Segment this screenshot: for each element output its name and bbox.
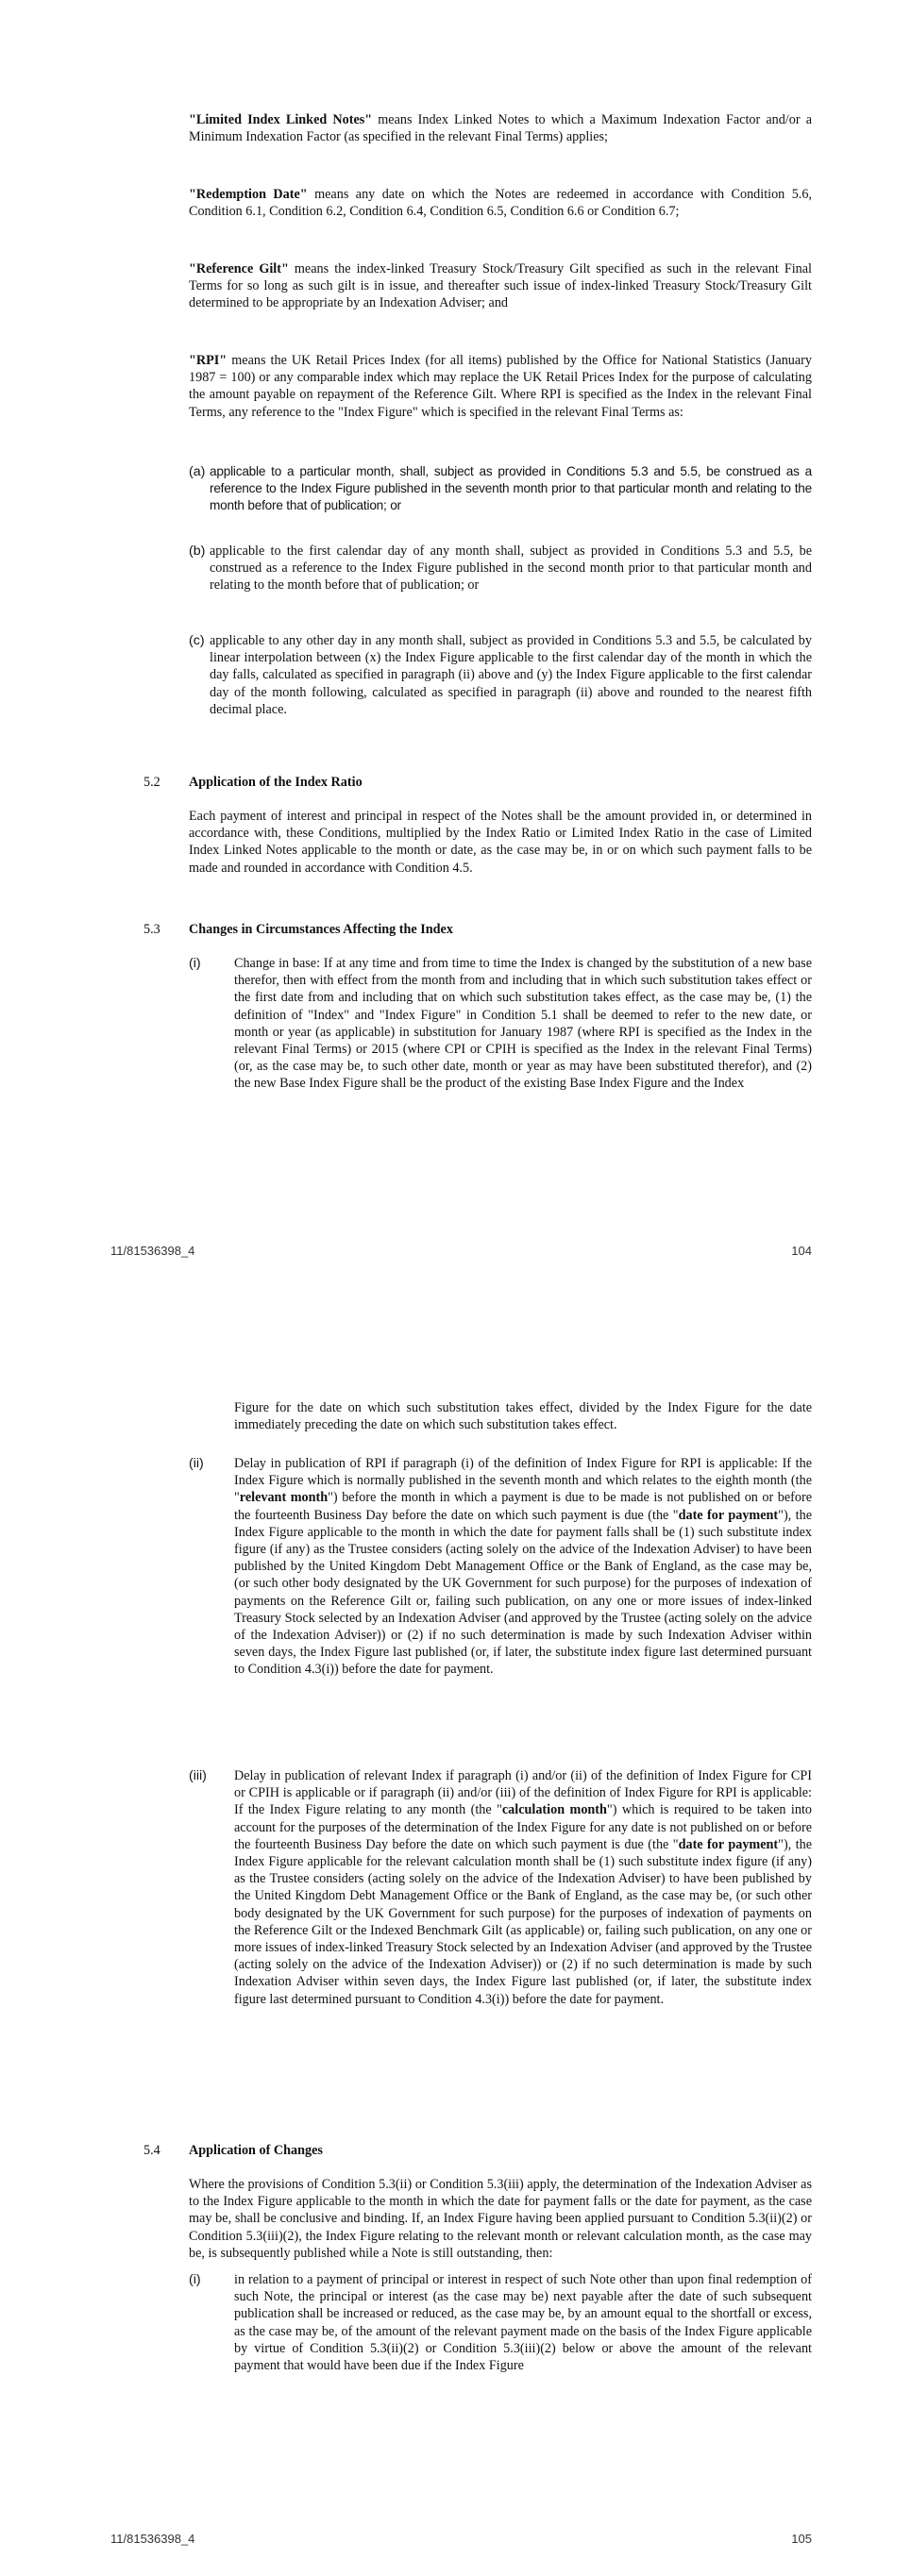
item-label: (c) xyxy=(189,633,205,648)
defined-term: date for payment xyxy=(678,1507,779,1523)
defined-term: "Redemption Date" xyxy=(189,187,308,202)
list-item-5-3-iii xyxy=(189,1767,812,2008)
item-label: (b) xyxy=(189,544,206,559)
item-text: applicable to any other day in any month shall, subject as provided in Conditions 5.3 and 5.5, be calculated by linear interpolation between (x) the Index Figure applicable to the first calendar day of the month in which the day falls, calculated as specified in paragraph (ii) above and (y) the Index Figure applicable to the first calendar day of the month following, calculated as specified in paragraph (ii) above and rounded to the nearest fifth decimal place. xyxy=(210,633,812,717)
section-5-4-body: Where the provisions of Condition 5.3(ii) or Condition 5.3(iii) apply, the determination of the Indexation Adviser as to the Index Figure applicable to the month in which the date for payment falls or the date for payment, as the case may be, shall be conclusive and binding. If, an Index Figure having been applied pursuant to Condition 5.3(ii)(2) or Condition 5.3(iii)(2), the Index Figure relating to the relevant month or relevant calculation month, as the case may be, is subsequently published while a Note is still outstanding, then: xyxy=(189,2177,812,2261)
definition-reference-gilt xyxy=(189,260,812,312)
page-105 xyxy=(0,1288,911,2576)
definition-redemption-date xyxy=(189,186,812,220)
section-number: 5.3 xyxy=(143,922,160,937)
section-title: Application of Changes xyxy=(189,2143,323,2158)
defined-term: calculation month xyxy=(501,1802,607,1818)
footer-page-number: 104 xyxy=(791,1244,812,1258)
definition-text: means Index Linked Notes to which a Maximum Indexation Factor and/or a Minimum Indexation Factor (as specified in the relevant Final Terms) applies; xyxy=(189,112,812,145)
item-text: Delay in publication of relevant Index if paragraph (i) and/or (ii) of the definition of Index Figure for CPI or CPIH is applicable or if paragraph (ii) and/or (iii) of the definition of Index Figure for RPI is applicable: If the Index Figure relating to any month (the "calculation month") which is required to be taken into account for the purposes of the determination of the Index Figure for any date is not published on or before the fourteenth Business Day before the date on which such payment is due (the "date for payment"), the Index Figure applicable for the relevant calculation month shall be (1) such substitute index figure (if any) as the Trustee considers (acting solely on the advice of the Indexation Adviser) to have been published by the United Kingdom Debt Management Office or the Bank of England, as the case may be, (or such other body designated by the UK Government for such purpose) for the purposes of indexation of payments on the Reference Gilt or the Indexed Benchmark Gilt (as applicable) or, failing such publication, on any one or more issues of index-linked Treasury Stock selected by an Indexation Adviser (and approved by the Trustee (acting solely on the advice of the Indexation Adviser)) or (2) if no such determination is made by such Indexation Adviser within seven days, the Index Figure last published (or, if later, the substitute index figure last determined pursuant to Condition 4.3(i)) before the date for payment. xyxy=(234,1768,813,2007)
defined-term: "Limited Index Linked Notes" xyxy=(189,112,373,127)
section-number: 5.4 xyxy=(143,2143,160,2158)
defined-term: relevant month xyxy=(239,1490,329,1506)
item-label: (iii) xyxy=(189,1768,207,1783)
definition-text: means the UK Retail Prices Index (for all items) published by the Office for National Statistics (January 1987 = 100) or any comparable index which may replace the UK Retail Prices Index for the purpose of calculating the amount payable on repayment of the Reference Gilt. Where RPI is specified as the Index in the relevant Final Terms, any reference to the "Index Figure" which is specified in the relevant Final Terms as: xyxy=(189,353,812,420)
list-item-a xyxy=(189,463,812,515)
section-title: Changes in Circumstances Affecting the Index xyxy=(189,922,453,937)
definition-limited-index-linked-notes xyxy=(189,111,812,145)
section-5-2-body: Each payment of interest and principal in respect of the Notes shall be the amount provided in, or determined in accordance with, these Conditions, multiplied by the Index Ratio or Limited Index Ratio in the case of Limited Index Linked Notes applicable to the month or date, as the case may be, in or on which such payment falls to be made and rounded in accordance with Condition 4.5. xyxy=(189,809,812,876)
footer-document-ref: 11/81536398_4 xyxy=(110,1244,195,1258)
defined-term: "RPI" xyxy=(189,353,228,368)
list-item-5-3-i-continued xyxy=(189,1399,812,1433)
defined-term: "Reference Gilt" xyxy=(189,261,289,276)
item-text: Figure for the date on which such substitution takes effect, divided by the Index Figure for the date immediately preceding the date on which such substitution takes effect. xyxy=(234,1400,812,1433)
list-item-b xyxy=(189,543,812,594)
item-text: applicable to a particular month, shall, subject as provided in Conditions 5.3 and 5.5, be construed as a reference to the Index Figure published in the seventh month prior to that particular month and relating to the month before that of publication; or xyxy=(210,464,812,513)
list-item-5-4-i xyxy=(189,2271,812,2374)
item-text: in relation to a payment of principal or interest in respect of such Note other than upon final redemption of such Note, the principal or interest (as the case may be) next payable after the date of such subsequent publication shall be increased or reduced, as the case may be, by an amount equal to the shortfall or excess, as the case may be, of the amount of the relevant payment made on the basis of the Index Figure applicable by virtue of Condition 5.3(ii)(2) or Condition 5.3(iii)(2) below or above the amount of the relevant payment that would have been due if the Index Figure xyxy=(234,2272,812,2374)
item-label: (i) xyxy=(189,2272,201,2287)
section-number: 5.2 xyxy=(143,775,160,790)
item-label: (ii) xyxy=(189,1456,204,1471)
list-item-5-3-ii xyxy=(189,1455,812,1679)
section-title: Application of the Index Ratio xyxy=(189,775,363,790)
list-item-5-3-i xyxy=(189,955,812,1093)
item-text: applicable to the first calendar day of any month shall, subject as provided in Conditions 5.3 and 5.5, be construed as a reference to the Index Figure published in the second month prior to that particular month and relating to the month before that of publication; or xyxy=(210,544,812,594)
defined-term: date for payment xyxy=(678,1836,779,1852)
item-label: (i) xyxy=(189,956,201,971)
list-item-c xyxy=(189,632,812,718)
definition-text: means the index-linked Treasury Stock/Treasury Gilt specified as such in the relevant Final Terms for so long as such gilt is in issue, and thereafter such issue of index-linked Treasury Stock/Treasury Gilt determined to be appropriate by an Indexation Adviser; and xyxy=(189,261,812,311)
footer-document-ref: 11/81536398_4 xyxy=(110,2532,195,2546)
item-text: Change in base: If at any time and from time to time the Index is changed by the substitution of a new base therefor, then with effect from the month from and including that in which such substitution takes effect or the first date from and including that on which such substitution takes effect, as the case may be, (1) the definition of "Index" and "Index Figure" in Condition 5.1 shall be deemed to refer to the new date, or month or year (as applicable) in substitution for January 1987 (where RPI is specified as the Index in the relevant Final Terms) or 2015 (where CPI or CPIH is specified as the Index in the relevant Final Terms) (or, as the case may be, to such other date, month or year as may have been substituted therefor), and (2) the new Base Index Figure shall be the product of the existing Base Index Figure and the Index xyxy=(234,956,812,1092)
footer-page-number: 105 xyxy=(791,2532,812,2546)
definition-rpi xyxy=(189,352,812,421)
item-text: Delay in publication of RPI if paragraph (i) of the definition of Index Figure for RPI is applicable: If the Index Figure which is normally published in the seventh month and which relates to the eighth month (the "relevant month") before the month in which a payment is due to be made is not published on or before the fourteenth Business Day before the date on which such payment is due (the "date for payment"), the Index Figure applicable to the month in which the date for payment falls shall be (1) such substitute index figure (if any) as the Trustee considers (acting solely on the advice of the Indexation Adviser) to have been published by the United Kingdom Debt Management Office or the Bank of England, as the case may be, (or such other body designated by the UK Government for such purpose) for the purposes of indexation of payments on the Reference Gilt or, failing such publication, on any one or more issues of index-linked Treasury Stock selected by an Indexation Adviser (and approved by the Trustee (acting solely on the advice of the Indexation Adviser)) or (2) if no such determination is made by such Indexation Adviser within seven days, the Index Figure last published (or, if later, the substitute index figure last determined pursuant to Condition 4.3(i)) before the date for payment. xyxy=(234,1456,813,1678)
definition-text: means any date on which the Notes are redeemed in accordance with Condition 5.6, Condition 6.1, Condition 6.2, Condition 6.4, Condition 6.5, Condition 6.6 or Condition 6.7; xyxy=(189,187,812,220)
item-label: (a) xyxy=(189,464,206,479)
